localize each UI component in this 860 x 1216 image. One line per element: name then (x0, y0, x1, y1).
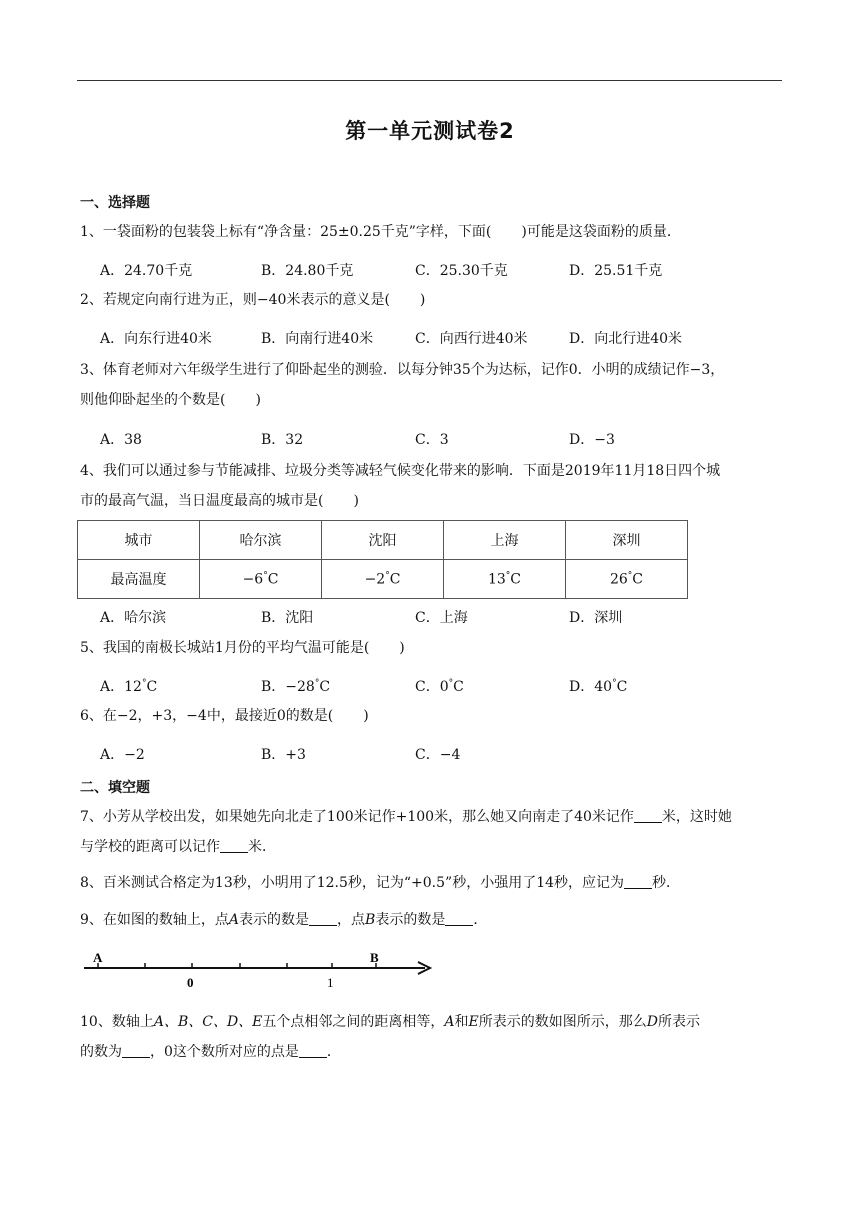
degree-mark: ° (141, 678, 147, 689)
q6-option-b: B．+3 (261, 747, 306, 763)
q2-option-d: D．向北行进40米 (569, 331, 683, 347)
option-value: −28 (285, 679, 315, 695)
question-7-line-2 (80, 832, 785, 862)
q2-option-c: C．向西行进40米 (415, 331, 528, 347)
question-9-text: ． (473, 912, 488, 928)
degree-mark: ° (263, 570, 268, 581)
question-3-line-2-text: 则他仰卧起坐的个数是( (80, 392, 226, 408)
answer-blank[interactable] (299, 1043, 327, 1058)
q4-option-c: C．上海 (415, 610, 468, 626)
degree-mark: ° (612, 678, 617, 689)
point-a-label: A (228, 912, 240, 928)
question-6-stem-end: ) (363, 708, 369, 724)
question-2-stem: 2、若规定向南行进为正，则−40米表示的意义是( (80, 292, 390, 308)
option-label: C． (415, 679, 440, 695)
question-10-text: ． (326, 1044, 341, 1060)
question-9-text: ，点 (337, 912, 366, 928)
question-7-line-1 (80, 802, 785, 832)
answer-blank[interactable] (220, 838, 248, 853)
header-rule (77, 80, 782, 81)
temp-value: 26 (609, 571, 628, 588)
temp-value: −6 (242, 571, 264, 588)
answer-blank[interactable] (624, 874, 652, 889)
answer-blank[interactable] (445, 911, 473, 926)
section-fill-heading: 二、填空题 (80, 780, 150, 796)
point-a-label: A (444, 1014, 455, 1030)
q4-option-a: A．哈尔滨 (100, 610, 167, 626)
temp-unit: C (389, 571, 401, 588)
q2-option-a: A．向东行进40米 (100, 331, 212, 347)
question-9 (80, 905, 785, 935)
q6-option-c: C．−4 (415, 747, 461, 763)
question-7-text: 与学校的距离可以记作 (80, 839, 220, 855)
temp-unit: C (319, 679, 331, 695)
table-cell (322, 560, 444, 599)
question-5-stem: 5、我国的南极长城站1月份的平均气温可能是( (80, 640, 370, 656)
q3-option-b: B．32 (261, 432, 304, 448)
q1-option-c: C．25.30千克 (415, 263, 508, 279)
question-4-line-1: 4、我们可以通过参与节能减排、垃圾分类等减轻气候变化带来的影响．下面是2019年11月18日四个城 (80, 463, 721, 479)
degree-mark: ° (314, 678, 320, 689)
question-4-line-2-text: 市的最高气温，当日温度最高的城市是( (80, 493, 324, 509)
question-8-text: 秒． (652, 875, 681, 891)
question-10-text: ，0这个数所对应的点是 (150, 1044, 299, 1060)
q1-option-a: A．24.70千克 (100, 263, 193, 279)
question-10-text: 所表示的数如图所示，那么 (478, 1014, 647, 1030)
table-cell (566, 560, 688, 599)
question-4-line-2-end: ) (353, 493, 359, 509)
q6-option-a: A．−2 (100, 747, 145, 763)
question-10-text: 五个点相邻之间的距离相等， (262, 1014, 445, 1030)
temp-unit: C (616, 679, 628, 695)
q5-option-b (261, 676, 330, 696)
question-7 (80, 802, 785, 862)
question-3-line-2 (80, 385, 785, 415)
question-1 (80, 217, 785, 247)
q3-option-c: C．3 (415, 432, 449, 448)
option-value: 40 (594, 679, 613, 695)
number-line-figure (80, 948, 440, 993)
temperature-table (77, 520, 688, 599)
axis-label-b: B (370, 950, 379, 965)
answer-blank[interactable] (122, 1043, 150, 1058)
temp-value: 13 (487, 571, 506, 588)
question-10-text: 的数为 (80, 1044, 122, 1060)
question-4-line-2 (80, 486, 785, 516)
q3-option-d: D．−3 (569, 432, 615, 448)
option-label: B． (261, 679, 286, 695)
table-cell (444, 560, 566, 599)
question-2-stem-end: ) (419, 292, 426, 308)
option-value: 0 (439, 679, 449, 695)
temp-unit: C (267, 571, 279, 588)
question-3-line-1: 3、体育老师对六年级学生进行了仰卧起坐的测验．以每分钟35个为达标，记作0．小明的成绩记作−3， (80, 362, 725, 378)
question-10-line-2 (80, 1037, 785, 1067)
table-cell: 哈尔滨 (200, 521, 322, 560)
question-1-stem-end: )可能是这袋面粉的质量． (521, 224, 681, 240)
option-value: 12 (124, 679, 142, 695)
table-cell: 最高温度 (78, 560, 200, 599)
degree-mark: ° (627, 570, 633, 581)
temp-unit: C (146, 679, 158, 695)
q2-option-b: B．向南行进40米 (261, 331, 374, 347)
temp-unit: C (632, 571, 644, 588)
question-2 (80, 285, 785, 315)
question-10-text: 所表示 (657, 1014, 700, 1030)
axis-label-one: 1 (327, 975, 334, 990)
axis-label-zero: 0 (187, 975, 194, 990)
q1-option-d: D．25.51千克 (569, 263, 663, 279)
question-10-text: 10、数轴上 (80, 1014, 154, 1030)
question-3-line-2-end: ) (255, 392, 261, 408)
degree-mark: ° (385, 570, 390, 581)
question-10-text: 和 (454, 1014, 469, 1030)
question-3 (80, 355, 785, 415)
axis-label-a: A (93, 950, 103, 965)
question-6-stem: 6、在−2，+3，−4中，最接近0的数是( (80, 708, 334, 724)
question-10-line-1 (80, 1007, 785, 1037)
question-5-stem-end: ) (399, 640, 405, 656)
question-4 (80, 456, 785, 516)
point-e-label: E (468, 1014, 479, 1030)
degree-mark: ° (448, 678, 454, 689)
question-7-text: 米，这时她 (661, 809, 732, 825)
section-choice-heading: 一、选择题 (80, 195, 150, 211)
question-8 (80, 868, 785, 898)
table-cell: 沈阳 (322, 521, 444, 560)
table-cell (200, 560, 322, 599)
table-cell: 上海 (444, 521, 566, 560)
q1-option-b: B．24.80千克 (261, 263, 354, 279)
table-row (78, 560, 688, 599)
option-label: A． (100, 679, 125, 695)
question-6 (80, 701, 785, 731)
points-list: A、B、C、D、E (153, 1014, 263, 1030)
question-1-stem: 1、一袋面粉的包装袋上标有“净含量：25±0.25千克”字样，下面( (80, 224, 492, 240)
question-9-text: 9、在如图的数轴上，点 (80, 912, 229, 928)
question-10 (80, 1007, 785, 1067)
q4-option-b: B．沈阳 (261, 610, 314, 626)
question-8-text: 8、百米测试合格定为13秒，小明用了12.5秒，记为“+0.5”秒，小强用了14秒，应记为 (80, 875, 625, 891)
point-d-label: D (646, 1014, 658, 1030)
question-7-text: 米． (248, 839, 276, 855)
question-9-text: 表示的数是 (375, 912, 446, 928)
question-5 (80, 633, 785, 663)
temp-unit: C (453, 679, 464, 695)
point-b-label: B (365, 912, 376, 928)
answer-blank[interactable] (634, 808, 662, 823)
q4-option-d: D．深圳 (569, 610, 623, 626)
q3-option-a: A．38 (100, 432, 142, 448)
temp-value: −2 (364, 571, 386, 588)
table-cell: 城市 (78, 521, 200, 560)
question-9-text: 表示的数是 (239, 912, 310, 928)
page-title: 第一单元测试卷2 (345, 119, 515, 143)
option-label: D． (569, 679, 595, 695)
degree-mark: ° (505, 570, 511, 581)
q5-option-d (569, 676, 627, 696)
question-7-text: 7、小芳从学校出发，如果她先向北走了100米记作+100米，那么她又向南走了40米记作 (80, 809, 634, 825)
q5-option-c (415, 676, 464, 696)
q5-option-a (100, 676, 157, 696)
table-header-row (78, 521, 688, 560)
temp-unit: C (510, 571, 522, 588)
answer-blank[interactable] (309, 911, 337, 926)
table-cell: 深圳 (566, 521, 688, 560)
